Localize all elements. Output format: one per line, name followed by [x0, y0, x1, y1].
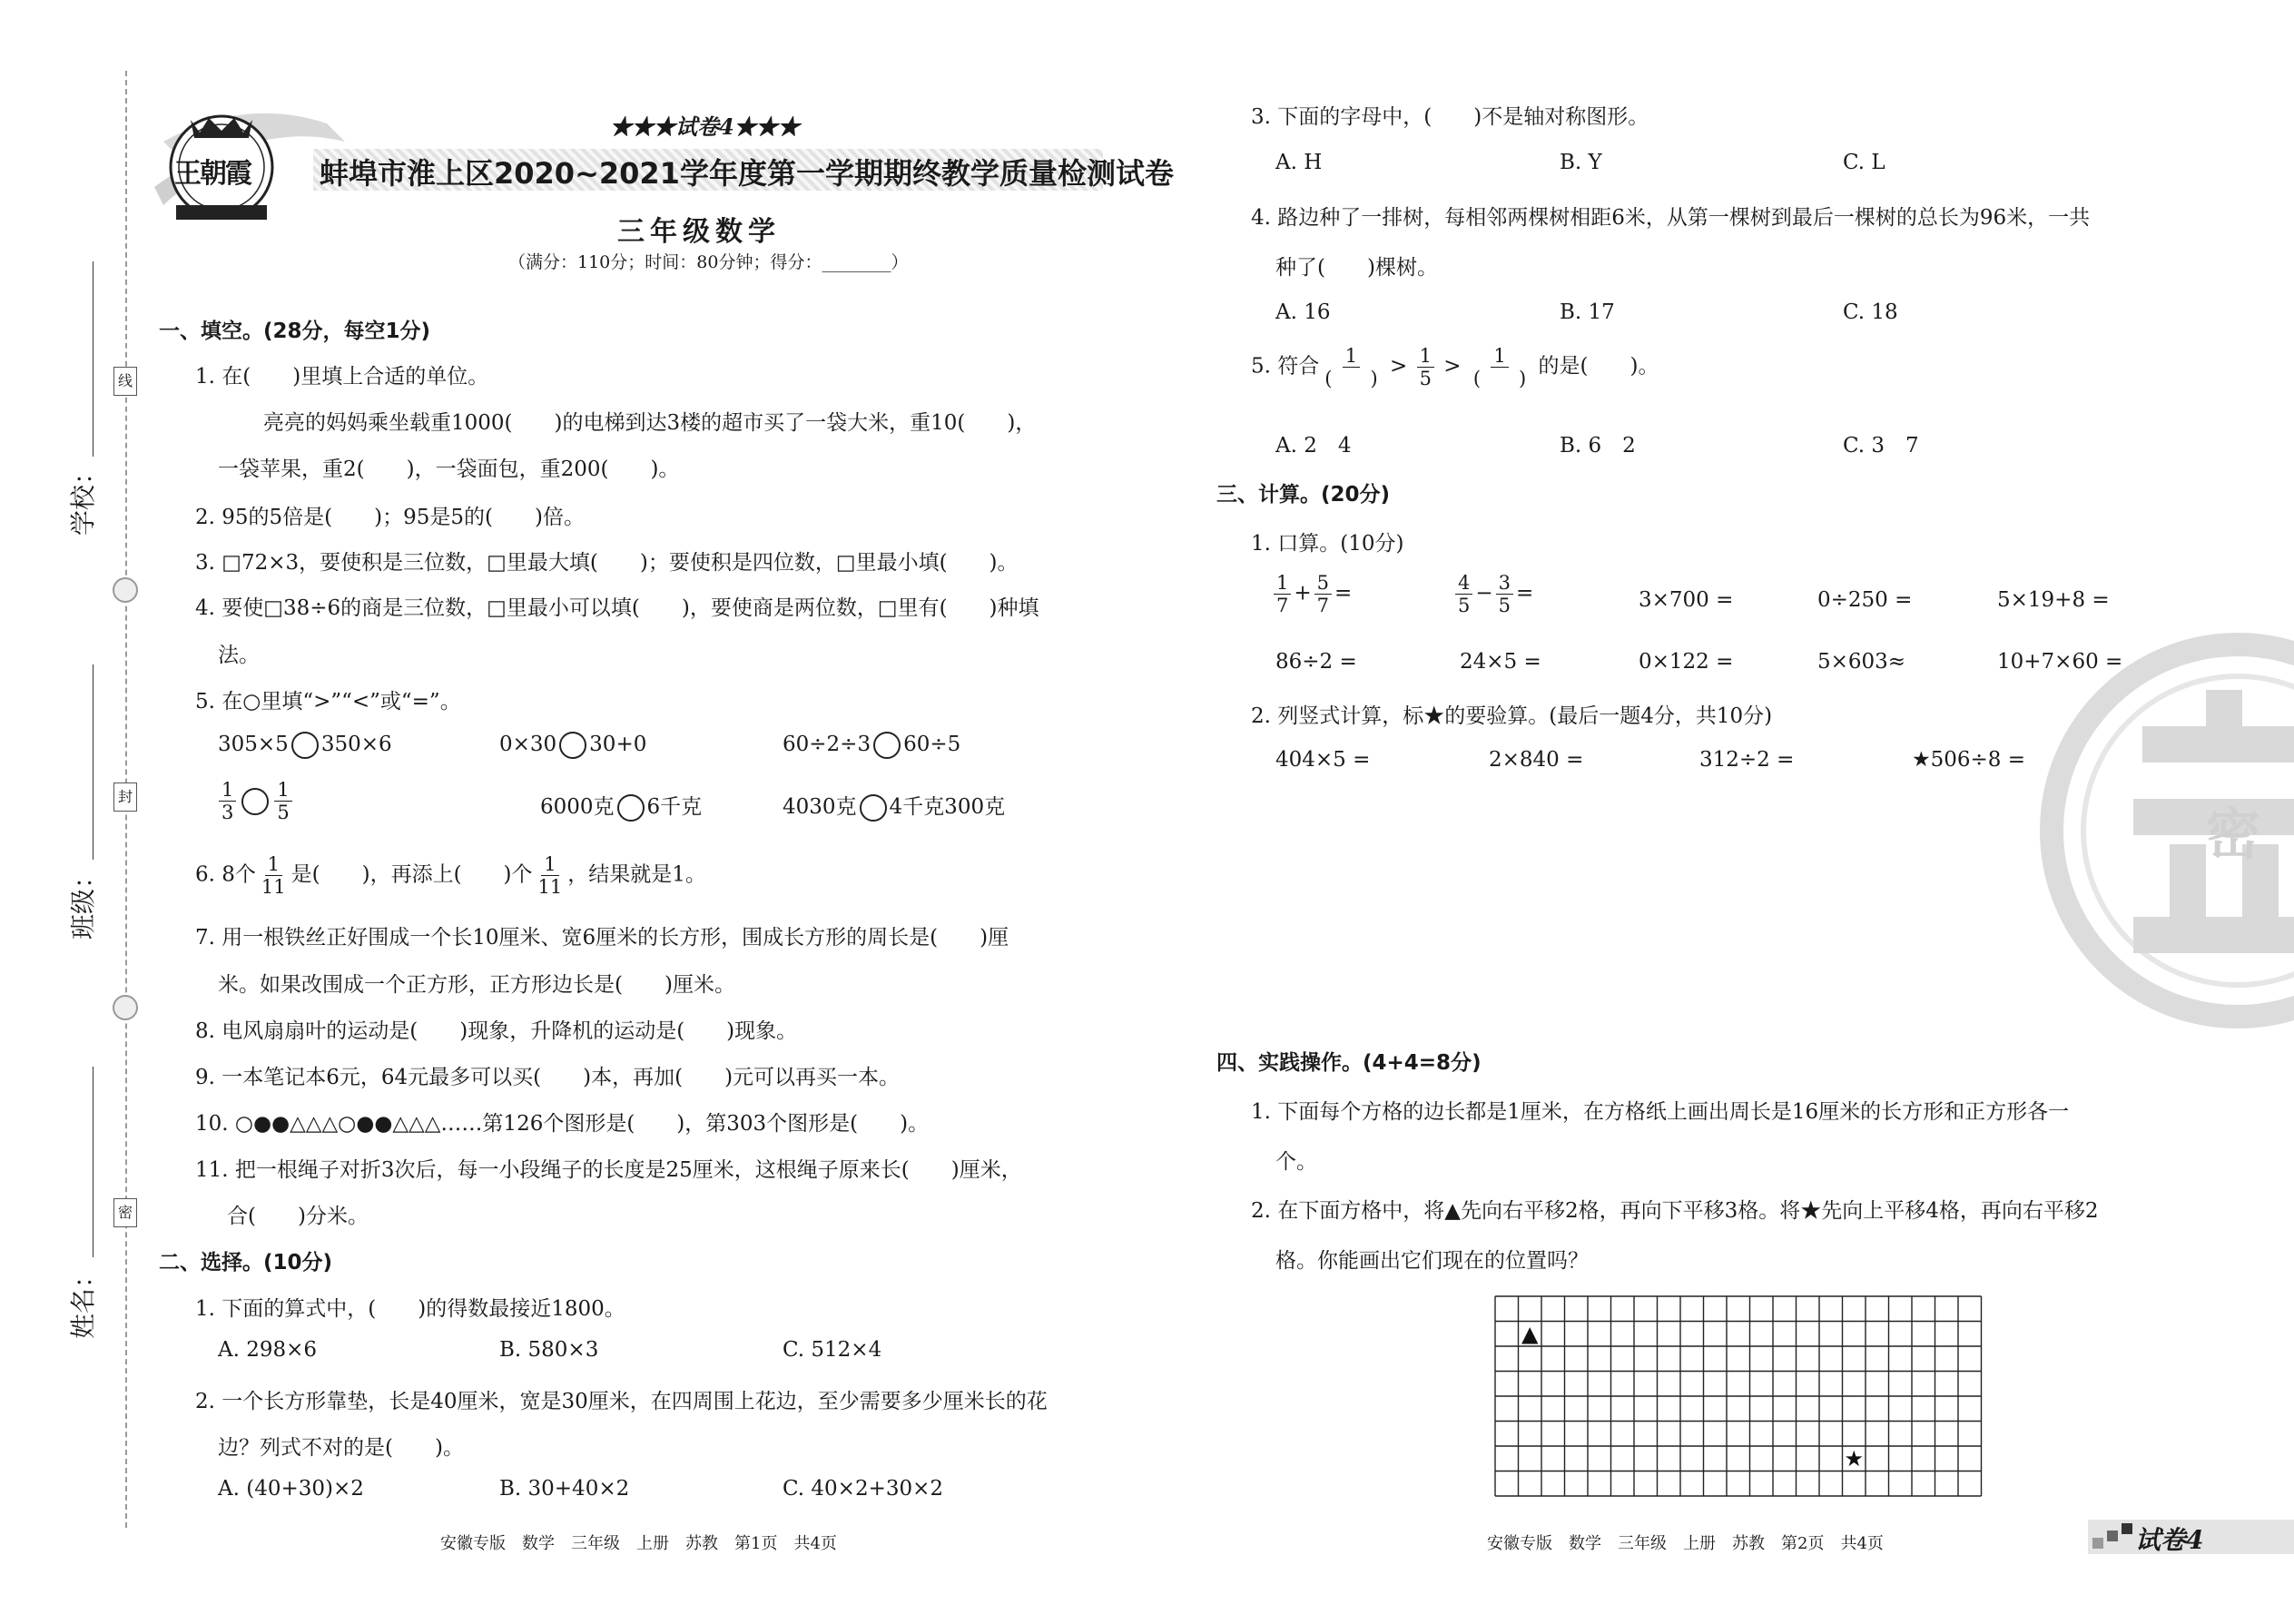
exam-subtitle: 三年级数学	[617, 216, 781, 248]
denominator: ( )	[1324, 368, 1378, 390]
section-2-heading: 二、选择。(10分)	[159, 1251, 333, 1275]
denominator: 5	[1458, 595, 1471, 617]
fraction	[274, 779, 291, 823]
exam-title: 蚌埠市淮上区2020~2021学年度第一学期期终教学质量检测试卷	[320, 156, 1174, 191]
name-write-line[interactable]	[93, 1067, 94, 1257]
numerator: 1	[1417, 345, 1434, 368]
calc-item: $\frac{1}{7}$ + $\frac{5}{7}$ =	[1271, 572, 1352, 616]
option-a[interactable]: A. 2 4	[1275, 434, 1352, 458]
compare-item	[783, 790, 1005, 822]
compare-circle[interactable]	[873, 732, 901, 759]
vertical-calc-item: 404×5 =	[1275, 748, 1371, 772]
seal-feng: 封	[113, 782, 137, 812]
denominator: 7	[1316, 595, 1330, 617]
class-write-line[interactable]	[93, 664, 94, 860]
numerator: 1	[1343, 345, 1360, 368]
option-c[interactable]: C. 40×2+30×2	[783, 1477, 944, 1501]
s1-q7-cont: 米。如果改围成一个正方形，正方形边长是( )厘米。	[218, 973, 735, 997]
star-marker[interactable]: ★	[1844, 1445, 1865, 1471]
fraction	[1322, 345, 1380, 389]
compare-circle[interactable]	[241, 788, 269, 815]
s1-q9: 9. 一本笔记本6元，64元最多可以买( )本，再加( )元可以再买一本。	[195, 1066, 901, 1089]
compare-item	[540, 790, 702, 822]
compare-left: 4030克	[783, 795, 857, 819]
option-b[interactable]: B. 580×3	[499, 1338, 599, 1362]
compare-right: 350×6	[320, 733, 392, 756]
calc-item: 86÷2 =	[1275, 650, 1357, 674]
denominator: 5	[1498, 595, 1511, 617]
fraction	[1471, 345, 1529, 389]
s1-q8: 8. 电风扇扇叶的运动是( )现象，升降机的运动是( )现象。	[195, 1019, 798, 1043]
option-c[interactable]: C. L	[1843, 151, 1885, 174]
option-b[interactable]: B. 30+40×2	[499, 1477, 630, 1501]
footer-tag: 试卷4	[2135, 1525, 2204, 1555]
compare-circle[interactable]	[559, 732, 586, 759]
compare-right: 6千克	[646, 795, 703, 819]
fraction	[219, 779, 236, 823]
binding-hole-icon	[113, 577, 138, 603]
s1-q5: 5. 在○里填“>”“<”或“=”。	[195, 690, 461, 714]
s2-q5: 5. 符合 $\frac{1}{( )}$ > $\frac{1}{5}$ > $\frac{1}{( )}$ 的是( )。	[1251, 345, 1659, 390]
name-label: 姓名：	[68, 1262, 98, 1339]
seal-xian: 线	[113, 367, 137, 396]
option-c[interactable]: C. 3 7	[1843, 434, 1919, 458]
s1-q4: 4. 要使□38÷6的商是三位数，□里最小可以填( )，要使商是两位数，□里有( )种填	[195, 596, 1039, 620]
seal-watermark-char: 密	[2206, 803, 2260, 867]
s1-q1-text: 1. 在( )里填上合适的单位。	[195, 365, 489, 389]
compare-circle[interactable]	[617, 794, 645, 822]
seal-mi: 密	[113, 1198, 137, 1227]
fraction	[1496, 572, 1513, 616]
s1-q7: 7. 用一根铁丝正好围成一个长10厘米、宽6厘米的长方形，围成长方形的周长是( )厘	[195, 926, 1009, 950]
numerator: 1	[265, 853, 282, 876]
numerator: 1	[541, 853, 558, 876]
denominator: 11	[261, 876, 286, 899]
s2-q1: 1. 下面的算式中，( )的得数最接近1800。	[195, 1297, 625, 1321]
calc-item: 0×122 =	[1639, 650, 1734, 674]
s1-q10: 10. ○●●△△△○●●△△△……第126个图形是( )，第303个图形是( )。	[195, 1112, 930, 1136]
option-b[interactable]: B. 6 2	[1560, 434, 1636, 458]
vertical-calc-item: ★506÷8 =	[1912, 748, 2026, 772]
compare-circle[interactable]	[291, 732, 319, 759]
calc-item: 5×603≈	[1817, 650, 1906, 674]
s4-q1-cont: 个。	[1275, 1150, 1317, 1174]
option-a[interactable]: A. 298×6	[218, 1338, 318, 1362]
denominator: 11	[537, 876, 563, 899]
s4-q1: 1. 下面每个方格的边长都是1厘米，在方格纸上画出周长是16厘米的长方形和正方形各一	[1251, 1100, 2070, 1124]
fraction	[1417, 345, 1434, 389]
vertical-calc-item: 2×840 =	[1489, 748, 1584, 772]
numerator: 1	[1491, 345, 1508, 368]
q6-text: 6. 8个	[195, 862, 256, 887]
s4-q2-cont: 格。你能画出它们现在的位置吗？	[1275, 1249, 1589, 1273]
denominator: 5	[277, 802, 290, 824]
class-label: 班级：	[68, 862, 98, 940]
s2-q2-cont: 边？列式不对的是( )。	[218, 1436, 464, 1460]
option-a[interactable]: A. (40+30)×2	[218, 1477, 364, 1501]
q5-text: 5. 符合	[1251, 354, 1320, 379]
q5-text: 的是( )。	[1538, 354, 1659, 379]
s3-q2: 2. 列竖式计算，标★的要验算。(最后一题4分，共10分)	[1251, 704, 1773, 728]
fraction	[536, 853, 566, 898]
option-b[interactable]: B. Y	[1560, 151, 1602, 174]
compare-right: 4千克300克	[889, 795, 1006, 819]
section-3-heading: 三、计算。(20分)	[1216, 483, 1391, 507]
s2-q2: 2. 一个长方形靠垫，长是40厘米，宽是30厘米，在四周围上花边，至少需要多少厘米长的花	[195, 1390, 1048, 1413]
numerator: 3	[1496, 572, 1513, 595]
fraction	[1455, 572, 1472, 616]
compare-item	[783, 732, 960, 759]
paper-number: ★★★试卷4★★★	[610, 113, 800, 140]
compare-right: 30+0	[589, 733, 647, 756]
compare-left: 0×30	[499, 733, 557, 756]
compare-circle[interactable]	[860, 794, 887, 822]
footer-left: 安徽专版 数学 三年级 上册 苏教 第1页 共4页	[440, 1534, 837, 1553]
calc-item: 3×700 =	[1639, 588, 1734, 612]
compare-item	[499, 732, 646, 759]
numerator: 5	[1314, 572, 1332, 595]
s1-q6	[195, 853, 706, 898]
s1-q1-body: 亮亮的妈妈乘坐载重1000( )的电梯到达3楼的超市买了一袋大米，重10( )，	[263, 411, 1037, 435]
calc-item: 24×5 =	[1460, 650, 1541, 674]
calc-item: 10+7×60 =	[1997, 650, 2123, 674]
section-4-heading: 四、实践操作。(4+4=8分)	[1216, 1051, 1482, 1075]
option-a[interactable]: A. H	[1275, 151, 1323, 174]
s2-q4: 4. 路边种了一排树，每相邻两棵树相距6米，从第一棵树到最后一棵树的总长为96米，一共	[1251, 206, 2091, 230]
school-label: 学校：	[68, 458, 98, 536]
numerator: 4	[1455, 572, 1472, 595]
vertical-calc-item: 312÷2 =	[1699, 748, 1795, 772]
compare-item	[218, 732, 392, 759]
fraction	[259, 853, 289, 898]
fraction	[1274, 572, 1291, 616]
option-a[interactable]: A. 16	[1275, 300, 1331, 324]
section-1-heading: 一、填空。(28分，每空1分)	[159, 320, 431, 343]
triangle-marker[interactable]: ▲	[1521, 1321, 1539, 1347]
s3-q1: 1. 口算。(10分)	[1251, 532, 1404, 556]
calc-item: 5×19+8 =	[1997, 588, 2110, 612]
compare-left: 60÷2÷3	[783, 733, 871, 756]
s1-q11: 11. 把一根绳子对折3次后，每一小段绳子的长度是25厘米，这根绳子原来长( )厘米，	[195, 1158, 1022, 1182]
q6-text: ，结果就是1。	[567, 862, 706, 887]
confidential-seal-watermark	[2033, 626, 2294, 1035]
square-grid[interactable]	[1493, 1294, 1984, 1500]
s1-q3: 3. □72×3，要使积是三位数，□里最大填( )；要使积是四位数，□里最小填( )。	[195, 551, 1019, 575]
footer-right: 安徽专版 数学 三年级 上册 苏教 第2页 共4页	[1487, 1534, 1884, 1553]
compare-left: 305×5	[218, 733, 289, 756]
denominator: 5	[1419, 368, 1432, 390]
logo-text: 王朝霞	[174, 158, 251, 190]
binding-hole-icon	[113, 995, 138, 1020]
compare-right: 60÷5	[903, 733, 961, 756]
numerator: 1	[219, 779, 236, 802]
s1-q4-cont: 法。	[218, 644, 260, 667]
q6-text: 是( )，再添上( )个	[290, 862, 533, 887]
option-b[interactable]: B. 17	[1560, 300, 1615, 324]
numerator: 1	[274, 779, 291, 802]
denominator: 7	[1276, 595, 1289, 617]
exam-info: （满分：110分；时间：80分钟；得分：________）	[508, 252, 909, 272]
option-c[interactable]: C. 18	[1843, 300, 1898, 324]
logo	[154, 111, 289, 229]
calc-item: 0÷250 =	[1817, 588, 1913, 612]
compare-left: 6000克	[540, 795, 615, 819]
denominator: ( )	[1472, 368, 1527, 390]
compare-item	[216, 779, 295, 823]
denominator: 3	[222, 802, 234, 824]
s2-q3: 3. 下面的字母中，( )不是轴对称图形。	[1251, 105, 1649, 129]
tag-squares-icon	[2092, 1523, 2134, 1550]
school-write-line[interactable]	[93, 261, 94, 457]
numerator: 1	[1274, 572, 1291, 595]
s4-q2: 2. 在下面方格中，将▲先向右平移2格，再向下平移3格。将★先向上平移4格，再向右平移2	[1251, 1199, 2099, 1223]
calc-item: $\frac{4}{5}$ − $\frac{3}{5}$ =	[1452, 572, 1533, 616]
option-c[interactable]: C. 512×4	[783, 1338, 882, 1362]
s1-q1-body-2: 一袋苹果，重2( )，一袋面包，重200( )。	[218, 458, 680, 481]
s2-q4-cont: 种了( )棵树。	[1275, 256, 1438, 280]
fraction	[1314, 572, 1332, 616]
s1-q2: 2. 95的5倍是( )；95是5的( )倍。	[195, 506, 585, 529]
s1-q11-cont: 合( )分米。	[227, 1205, 369, 1228]
